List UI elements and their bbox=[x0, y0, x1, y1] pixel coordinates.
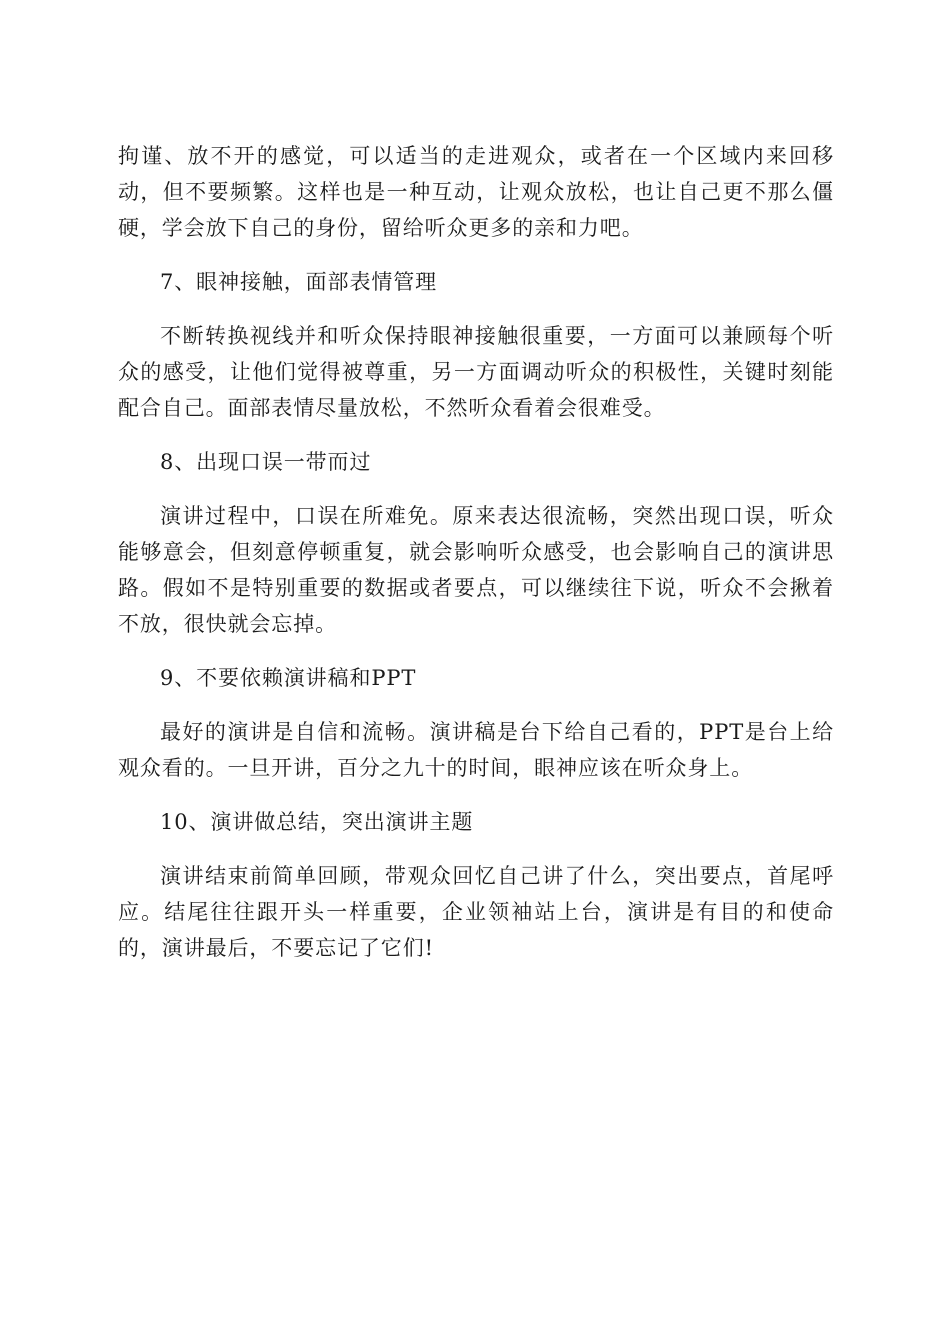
paragraph-continued: 拘谨、放不开的感觉，可以适当的走进观众，或者在一个区域内来回移动，但不要频繁。这样也是一种互动，让观众放松，也让自己更不那么僵硬，学会放下自己的身份，留给听众更多的亲和力吧。 bbox=[118, 144, 834, 240]
paragraph-slip-of-tongue: 演讲过程中，口误在所难免。原来表达很流畅，突然出现口误，听众能够意会，但刻意停顿重复，就会影响听众感受，也会影响自己的演讲思路。假如不是特别重要的数据或者要点，可以继续往下说，听众不会揪着不放，很快就会忘掉。 bbox=[118, 504, 834, 636]
section-heading-7: 7、眼神接触，面部表情管理 bbox=[160, 270, 438, 294]
paragraph-eye-contact: 不断转换视线并和听众保持眼神接触很重要，一方面可以兼顾每个听众的感受，让他们觉得被尊重，另一方面调动听众的积极性，关键时刻能配合自己。面部表情尽量放松，不然听众看着会很难受。 bbox=[118, 324, 834, 420]
paragraph-summary: 演讲结束前简单回顾，带观众回忆自己讲了什么，突出要点，首尾呼应。结尾往往跟开头一样重要，企业领袖站上台，演讲是有目的和使命的，演讲最后，不要忘记了它们! bbox=[118, 864, 834, 960]
section-heading-10: 10、演讲做总结，突出演讲主题 bbox=[160, 810, 474, 834]
paragraph-script-ppt: 最好的演讲是自信和流畅。演讲稿是台下给自己看的，PPT是台上给观众看的。一旦开讲，百分之九十的时间，眼神应该在听众身上。 bbox=[118, 720, 834, 780]
section-heading-9: 9、不要依赖演讲稿和PPT bbox=[160, 666, 417, 690]
document-body bbox=[118, 138, 834, 984]
section-heading-8: 8、出现口误一带而过 bbox=[160, 450, 372, 474]
